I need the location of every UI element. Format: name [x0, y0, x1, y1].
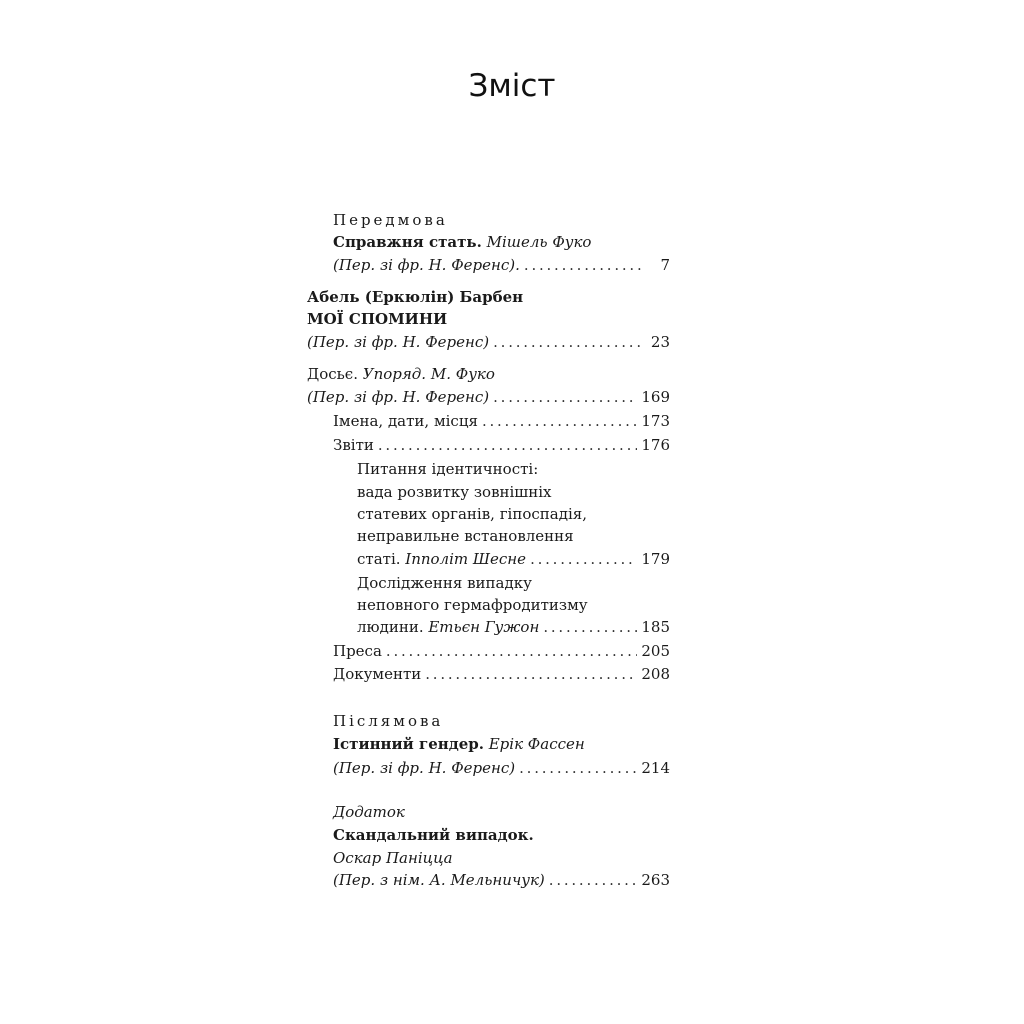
dot-leader — [519, 757, 637, 779]
reports-label: Звіти — [333, 436, 374, 454]
report1-line5: статі. Іпполіт Шесне — [357, 550, 527, 568]
dossier-page: 169 — [641, 388, 670, 406]
preface-translator: (Пер. зі фр. Н. Ференс). — [333, 256, 520, 274]
press-page: 205 — [641, 642, 670, 660]
afterword-label: Післямова — [333, 712, 444, 730]
toc-entry-appendix[interactable] — [333, 869, 670, 891]
report1-line2: вада розвитку зовнішніх — [357, 483, 552, 501]
dot-leader — [493, 331, 644, 353]
toc-entry-press[interactable] — [333, 640, 670, 662]
documents-page: 208 — [641, 665, 670, 683]
dossier-title: Досьє. — [307, 365, 358, 383]
report1-page: 179 — [641, 550, 670, 568]
preface-author: Мішель Фуко — [481, 233, 592, 251]
report2-author: Етьєн Гужон — [423, 618, 540, 636]
afterword-translator: (Пер. зі фр. Н. Ференс) — [333, 759, 516, 777]
memoirs-translator: (Пер. зі фр. Н. Ференс) — [307, 333, 490, 351]
memoirs-page: 23 — [650, 333, 670, 351]
report1-line4: неправильне встановлення — [357, 527, 574, 545]
report2-page: 185 — [641, 618, 670, 636]
toc-entry-preface[interactable] — [333, 254, 670, 276]
documents-label: Документи — [333, 665, 422, 683]
report2-line2: неповного гермафродитизму — [357, 596, 588, 614]
preface-label: Передмова — [333, 211, 448, 229]
toc-entry-report1[interactable] — [357, 548, 670, 570]
dot-leader — [493, 386, 637, 408]
names-label: Імена, дати, місця — [333, 412, 478, 430]
report1-line1: Питання ідентичності: — [357, 460, 539, 478]
toc-entry-names[interactable] — [333, 410, 670, 432]
report2-line3: людини. Етьєн Гужон — [357, 618, 540, 636]
memoirs-title: МОЇ СПОМИНИ — [307, 310, 448, 328]
afterword-title: Істинний гендер. — [333, 735, 484, 753]
names-page: 173 — [641, 412, 670, 430]
report1-author: Іпполіт Шесне — [400, 550, 527, 568]
dot-leader — [378, 434, 637, 456]
dot-leader — [530, 548, 637, 570]
dot-leader — [482, 410, 637, 432]
toc-entry-documents[interactable] — [333, 663, 670, 685]
dot-leader — [524, 254, 644, 276]
dossier-title-line — [307, 363, 495, 385]
press-label: Преса — [333, 642, 382, 660]
appendix-page: 263 — [641, 871, 670, 889]
report2-line1: Дослідження випадку — [357, 574, 532, 592]
toc-entry-report2[interactable] — [357, 616, 670, 638]
appendix-translator: (Пер. з нім. А. Мельничук) — [333, 871, 545, 889]
toc-entry-memoirs[interactable] — [307, 331, 670, 353]
preface-title-line — [333, 231, 591, 253]
reports-page: 176 — [641, 436, 670, 454]
toc-entry-reports[interactable] — [333, 434, 670, 456]
dot-leader — [543, 616, 637, 638]
appendix-label: Додаток — [333, 803, 405, 821]
toc-entry-afterword[interactable] — [333, 757, 670, 779]
preface-page: 7 — [660, 256, 670, 274]
afterword-title-line — [333, 733, 585, 755]
toc-entry-dossier[interactable] — [307, 386, 670, 408]
preface-title: Справжня стать. — [333, 233, 482, 251]
appendix-author: Оскар Паніцца — [333, 849, 453, 867]
dot-leader — [425, 663, 637, 685]
afterword-page: 214 — [641, 759, 670, 777]
appendix-title: Скандальний випадок. — [333, 826, 534, 844]
dot-leader — [549, 869, 638, 891]
dossier-translator: (Пер. зі фр. Н. Ференс) — [307, 388, 490, 406]
memoirs-author: Абель (Еркюлін) Барбен — [307, 288, 524, 306]
afterword-author: Ерік Фассен — [483, 735, 585, 753]
page-title: Зміст — [468, 68, 556, 104]
report1-line3: статевих органів, гіпоспадія, — [357, 505, 587, 523]
dot-leader — [386, 640, 637, 662]
dossier-editor: Упоряд. М. Фуко — [357, 365, 495, 383]
